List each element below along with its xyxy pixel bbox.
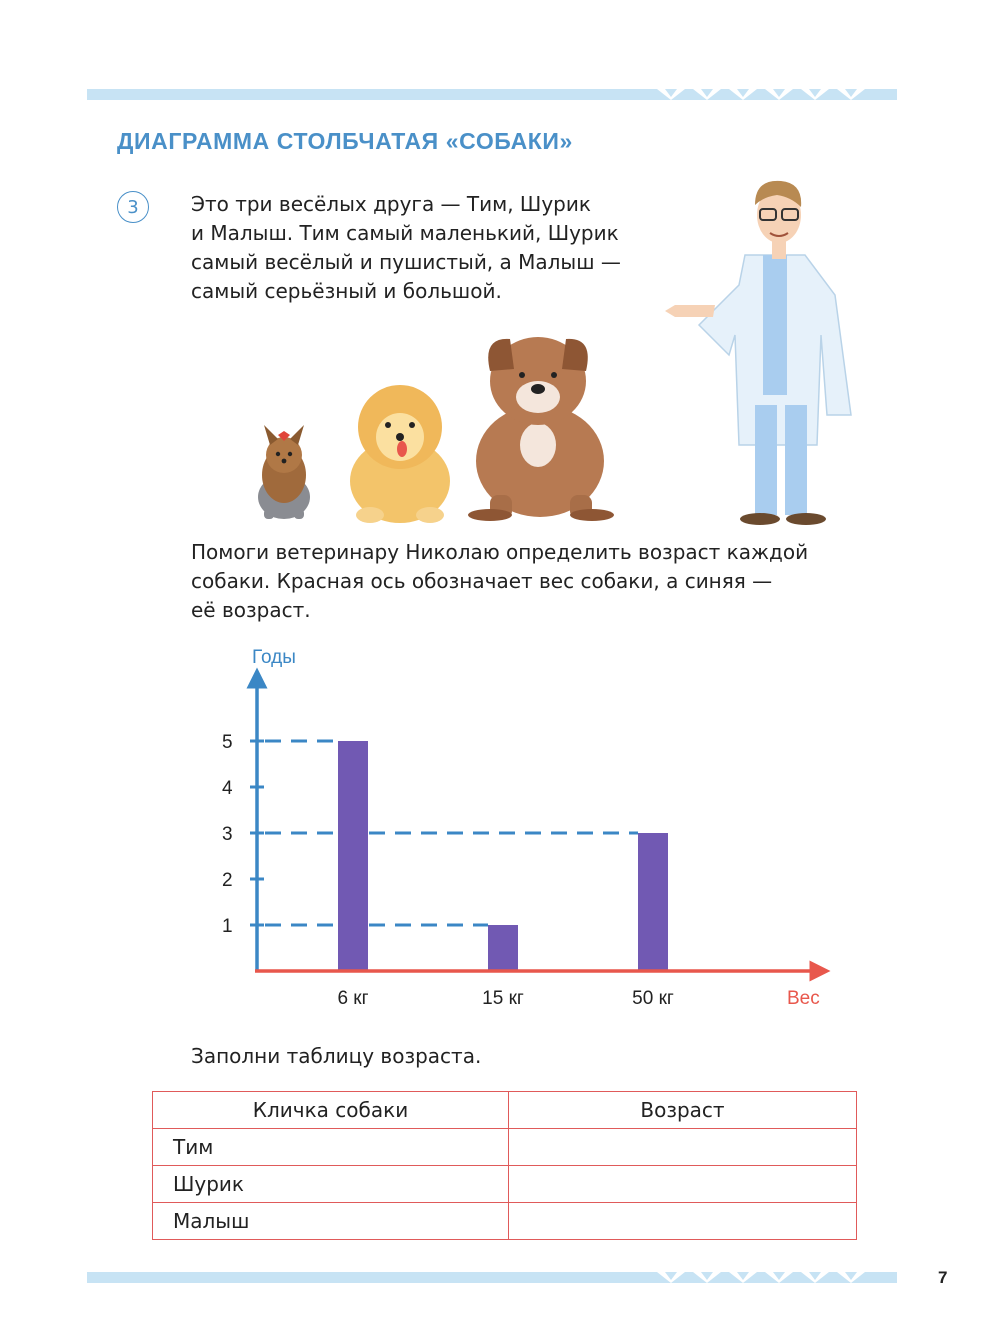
table-header-age: Возраст [509,1092,857,1129]
band-chevron-pattern [657,1272,897,1283]
big-dog-malysh-illustration [468,337,614,521]
intro-line: и Малыш. Тим самый маленький, Шурик [191,221,619,245]
x-tick-label: 50 кг [632,988,674,1009]
dog-name-cell: Шурик [153,1166,509,1203]
age-answer-cell[interactable] [509,1203,857,1240]
instruction-line: её возраст. [191,598,311,622]
table-header-row [153,1092,857,1129]
instruction-line: собаки. Красная ось обозначает вес собаки, а синяя — [191,569,773,593]
task-number-badge: 3 [117,191,149,223]
y-axis-label: Годы [252,647,296,668]
small-dog-tim-illustration [258,425,310,519]
y-tick-label: 1 [222,916,233,937]
dashed-guide-lines [265,741,638,925]
dogs-and-vet-illustration [240,175,880,535]
instruction-line: Помоги ветеринару Николаю определить возраст каждой [191,540,809,564]
bar-3 [638,833,668,971]
age-table [152,1091,857,1240]
age-answer-cell[interactable] [509,1129,857,1166]
weight-age-bar-chart [200,640,840,1020]
y-tick-label: 5 [222,732,233,753]
top-decorative-band [87,89,897,100]
page-number: 7 [938,1268,948,1287]
fluffy-dog-shurik-illustration [350,385,450,523]
dog-name-cell: Тим [153,1129,509,1166]
y-tick-label: 3 [222,824,233,845]
x-tick-label: 6 кг [337,988,369,1009]
bar-1 [338,741,368,971]
table-caption: Заполни таблицу возраста. [191,1044,482,1068]
x-labels-group [337,988,673,1009]
table-row [153,1203,857,1240]
bottom-decorative-band [87,1272,897,1283]
y-tick-label: 4 [222,778,233,799]
intro-line: самый серьёзный и большой. [191,279,502,303]
intro-line: Это три весёлых друга — Тим, Шурик [191,192,591,216]
table-row [153,1166,857,1203]
dog-name-cell: Малыш [153,1203,509,1240]
instruction-paragraph [191,538,856,625]
table-header-name: Кличка собаки [153,1092,509,1129]
veterinarian-illustration [665,181,851,525]
y-tick-label: 2 [222,870,233,891]
table-row [153,1129,857,1166]
age-answer-cell[interactable] [509,1166,857,1203]
band-chevron-pattern [657,89,897,100]
x-tick-label: 15 кг [482,988,524,1009]
page-title: ДИАГРАММА СТОЛБЧАТАЯ «СОБАКИ» [117,128,573,154]
bar-2 [488,925,518,971]
intro-line: самый весёлый и пушистый, а Малыш — [191,250,621,274]
bars-group [338,741,668,971]
x-axis-label: Вес [787,988,820,1009]
